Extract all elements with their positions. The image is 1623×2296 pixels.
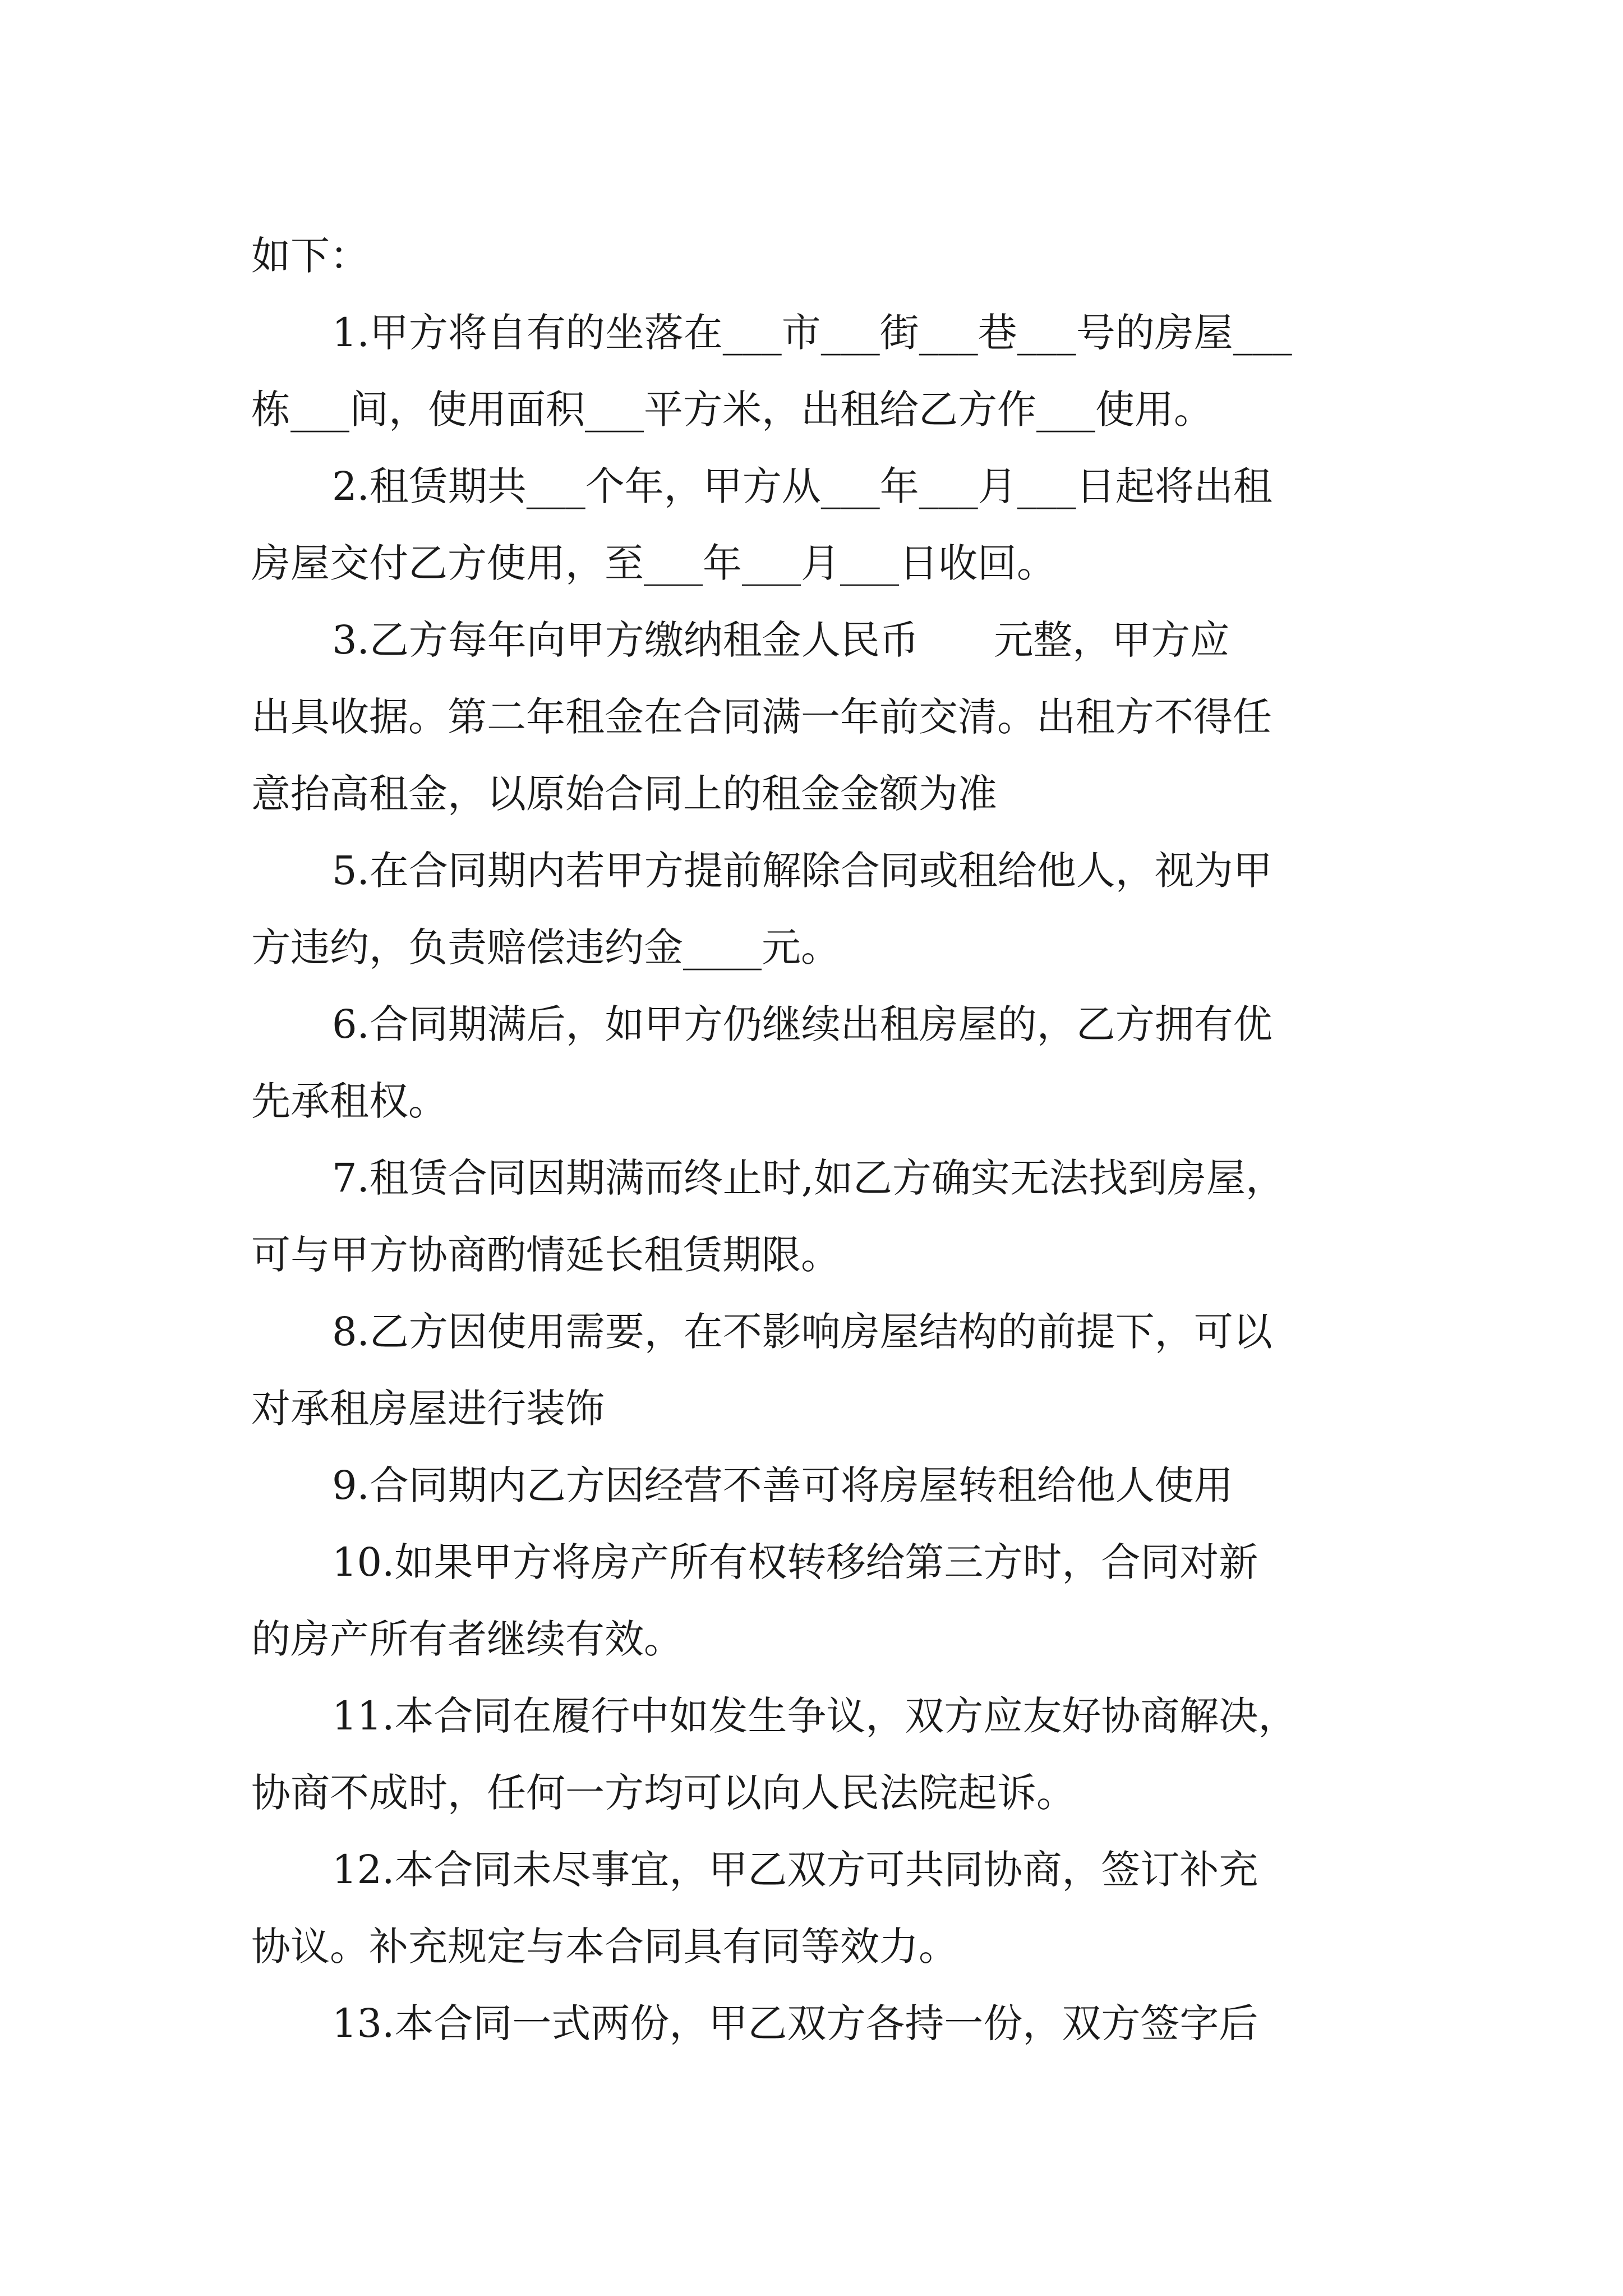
clause-7-line-1: 7.租赁合同因期满而终止时,如乙方确实无法找到房屋， [332, 1155, 1285, 1201]
clause-5-line-1: 5.在合同期内若甲方提前解除合同或租给他人，视为甲 [332, 848, 1272, 894]
clause-12-line-1: 12.本合同未尽事宜，甲乙双方可共同协商，签订补充 [332, 1847, 1258, 1893]
clause-3-line-3: 意抬高租金，以原始合同上的租金金额为准 [251, 771, 997, 817]
clause-7-line-2: 可与甲方协商酌情延长租赁期限。 [251, 1232, 840, 1278]
clause-10-line-1: 10.如果甲方将房产所有权转移给第三方时，合同对新 [332, 1539, 1258, 1585]
contract-text [251, 218, 1391, 2062]
clause-2-line-1: 2.租赁期共___个年，甲方从___年___月___日起将出租 [332, 463, 1272, 509]
clause-8-line-1: 8.乙方因使用需要，在不影响房屋结构的前提下，可以 [332, 1309, 1272, 1355]
clause-11-line-1: 11.本合同在履行中如发生争议，双方应友好协商解决， [332, 1693, 1298, 1739]
clause-2-line-2: 房屋交付乙方使用，至___年___月___日收回。 [251, 540, 1056, 586]
clause-12-line-2: 协议。补充规定与本合同具有同等效力。 [251, 1924, 958, 1970]
clause-8-line-2: 对承租房屋进行装饰 [251, 1386, 605, 1432]
clause-5-line-2: 方违约，负责赔偿违约金____元。 [251, 924, 840, 970]
clause-6-line-1: 6.合同期满后，如甲方仍继续出租房屋的，乙方拥有优 [332, 1001, 1272, 1047]
clause-3-line-2: 出具收据。第二年租金在合同满一年前交清。出租方不得任 [251, 694, 1272, 740]
clause-1-line-1: 1.甲方将自有的坐落在___市___街___巷___号的房屋___ [332, 310, 1292, 356]
text-line: 如下： [251, 233, 369, 279]
clause-1-line-2: 栋___间，使用面积___平方米，出租给乙方作___使用。 [251, 386, 1213, 432]
clause-11-line-2: 协商不成时，任何一方均可以向人民法院起诉。 [251, 1770, 1076, 1816]
clause-6-line-2: 先承租权。 [251, 1078, 448, 1124]
clause-13-line-1: 13.本合同一式两份，甲乙双方各持一份，双方签字后 [332, 2000, 1258, 2046]
clause-9-line-1: 9.合同期内乙方因经营不善可将房屋转租给他人使用 [332, 1462, 1233, 1508]
clause-10-line-2: 的房产所有者继续有效。 [251, 1616, 683, 1662]
clause-3-line-1: 3.乙方每年向甲方缴纳租金人民币 元整，甲方应 [332, 617, 1230, 663]
